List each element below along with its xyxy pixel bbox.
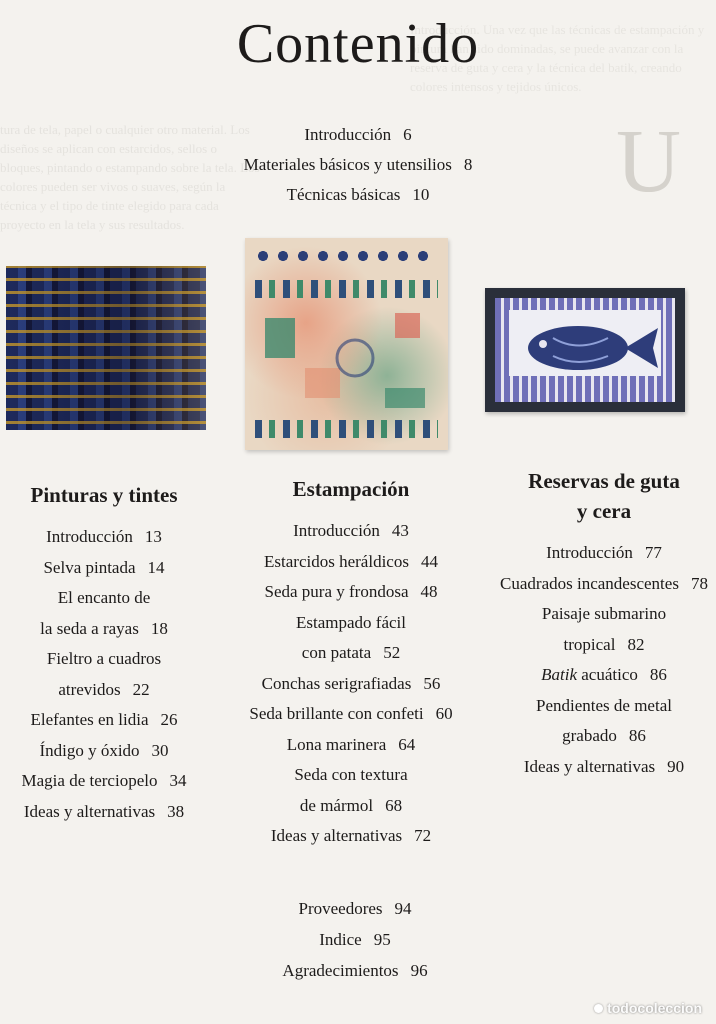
toc-entry-page: 52	[383, 643, 401, 662]
watermark: todocoleccion	[594, 1000, 702, 1016]
toc-entry-page: 82	[627, 634, 645, 654]
toc-entry-page: 77	[644, 543, 662, 562]
bleed-through-letter: U	[616, 112, 681, 211]
toc-entry-page: 78	[690, 573, 708, 593]
toc-entry: la seda a rayas 18	[40, 618, 168, 638]
toc-entry: Índigo y óxido 30	[39, 740, 169, 760]
toc-entry: Introducción 43	[293, 521, 409, 540]
toc-entry: El encanto de	[57, 588, 151, 607]
toc-entry: Seda brillante con confeti 60	[249, 704, 453, 723]
toc-entry: Conchas serigrafiadas 56	[261, 673, 441, 693]
toc-entry: Introducción 77	[546, 543, 662, 562]
toc-entry: tropical 82	[563, 634, 645, 654]
striped-dyed-fabric-photo	[6, 266, 206, 430]
toc-entry: Indice 95	[319, 930, 391, 949]
toc-entry-page: 72	[414, 826, 432, 845]
toc-entry: Estarcidos heráldicos 44	[264, 551, 438, 571]
toc-entry-page: 95	[373, 930, 391, 949]
toc-entry-page: 30	[151, 740, 169, 760]
toc-entry-page: 34	[169, 771, 187, 790]
toc-entry	[0, 150, 716, 180]
toc-entry: atrevidos 22	[58, 679, 150, 699]
section-pinturas	[4, 480, 204, 827]
section-heading: Estampación	[292, 477, 410, 501]
toc-entry: Ideas y alternativas 90	[523, 756, 685, 776]
toc-entry: Seda con textura	[294, 765, 408, 784]
toc-entry-page: 18	[150, 618, 168, 638]
toc-entry-page: 8	[463, 155, 473, 174]
toc-entry-page: 22	[132, 679, 150, 699]
toc-entry-page: 90	[667, 756, 685, 776]
toc-entry-page: 64	[398, 734, 416, 754]
toc-entry-page: 68	[385, 795, 403, 815]
toc-entry: Pendientes de metal	[536, 695, 672, 715]
toc-entry-page: 48	[420, 582, 438, 601]
toc-entry: Fieltro a cuadros	[46, 649, 162, 668]
toc-entry: Ideas y alternativas 72	[270, 826, 432, 845]
toc-entry-page: 10	[412, 185, 430, 204]
toc-entry-page: 60	[435, 704, 453, 723]
watermark-dot-icon	[594, 1004, 603, 1013]
page-title: Contenido	[236, 13, 480, 75]
toc-entry-page: 86	[628, 726, 646, 745]
toc-entry: Magia de terciopelo 34	[21, 771, 187, 790]
section-estampacion	[236, 474, 466, 852]
toc-entry-label: Materiales básicos y utensilios	[243, 155, 452, 174]
toc-entry: con patata 52	[301, 643, 401, 662]
toc-entry: Introducción 13	[46, 527, 162, 546]
toc-entry: Estampado fácil	[296, 612, 406, 632]
toc-entry: Ideas y alternativas 38	[23, 801, 185, 821]
toc-entry-page: 56	[423, 673, 441, 693]
toc-entry: Seda pura y frondosa 48	[264, 582, 438, 601]
toc-entry: Elefantes en lidia 26	[30, 710, 178, 729]
toc-entry-page: 44	[420, 551, 438, 571]
toc-entry-page: 14	[147, 557, 165, 577]
toc-entry-page: 94	[394, 899, 412, 918]
toc-entry: de mármol 68	[299, 795, 403, 815]
toc-entry-label: Técnicas básicas	[286, 185, 401, 204]
toc-bottom-list	[250, 893, 460, 986]
toc-entry-page: 43	[391, 521, 409, 540]
toc-entry-page: 96	[410, 961, 428, 980]
toc-entry	[0, 180, 716, 210]
section-heading: Pinturas y tintes	[30, 483, 178, 507]
toc-entry-label: Introducción	[304, 125, 392, 144]
toc-entry: Paisaje submarino	[541, 604, 667, 623]
toc-entry: Batik acuático 86	[541, 665, 667, 684]
section-heading: Reservas de guta y cera	[528, 469, 680, 523]
toc-entry-page: 86	[649, 665, 667, 684]
toc-entry: Selva pintada 14	[43, 557, 165, 577]
toc-entry-page: 13	[144, 527, 162, 546]
toc-entry-page: 26	[160, 710, 178, 729]
toc-entry: Agradecimientos 96	[282, 961, 428, 980]
toc-entry-page: 38	[167, 801, 185, 821]
toc-entry	[0, 120, 716, 150]
toc-entry: Lona marinera 64	[286, 734, 416, 754]
stamped-fabric-photo	[245, 238, 448, 450]
toc-entry: Cuadrados incandescentes 78	[500, 573, 708, 593]
bleed-through-text-left: tura de tela, papel o cualquier otro material. Los diseños se aplican con estarcidos, sellos o bloques, pintando o estampando sobre la tela. Los colores pueden ser vivos o suaves, según la técnica y el tipo de tinte elegido para cada proyecto en la tela y sus resultados.	[0, 122, 260, 232]
toc-entry: Proveedores 94	[298, 899, 412, 918]
bleed-through-text-right: Introducción. Una vez que las técnicas de estampación y pintura han sido dominadas, se puede avanzar con la reserva de guta y cera y la técnica del batik, creando colores intensos y tejidos únicos.	[410, 22, 705, 94]
fish-batik-photo	[485, 288, 685, 412]
toc-entry: grabado 86	[562, 726, 646, 745]
toc-entry-page: 6	[403, 125, 412, 144]
section-reservas	[496, 466, 712, 782]
toc-top-list	[0, 120, 716, 210]
